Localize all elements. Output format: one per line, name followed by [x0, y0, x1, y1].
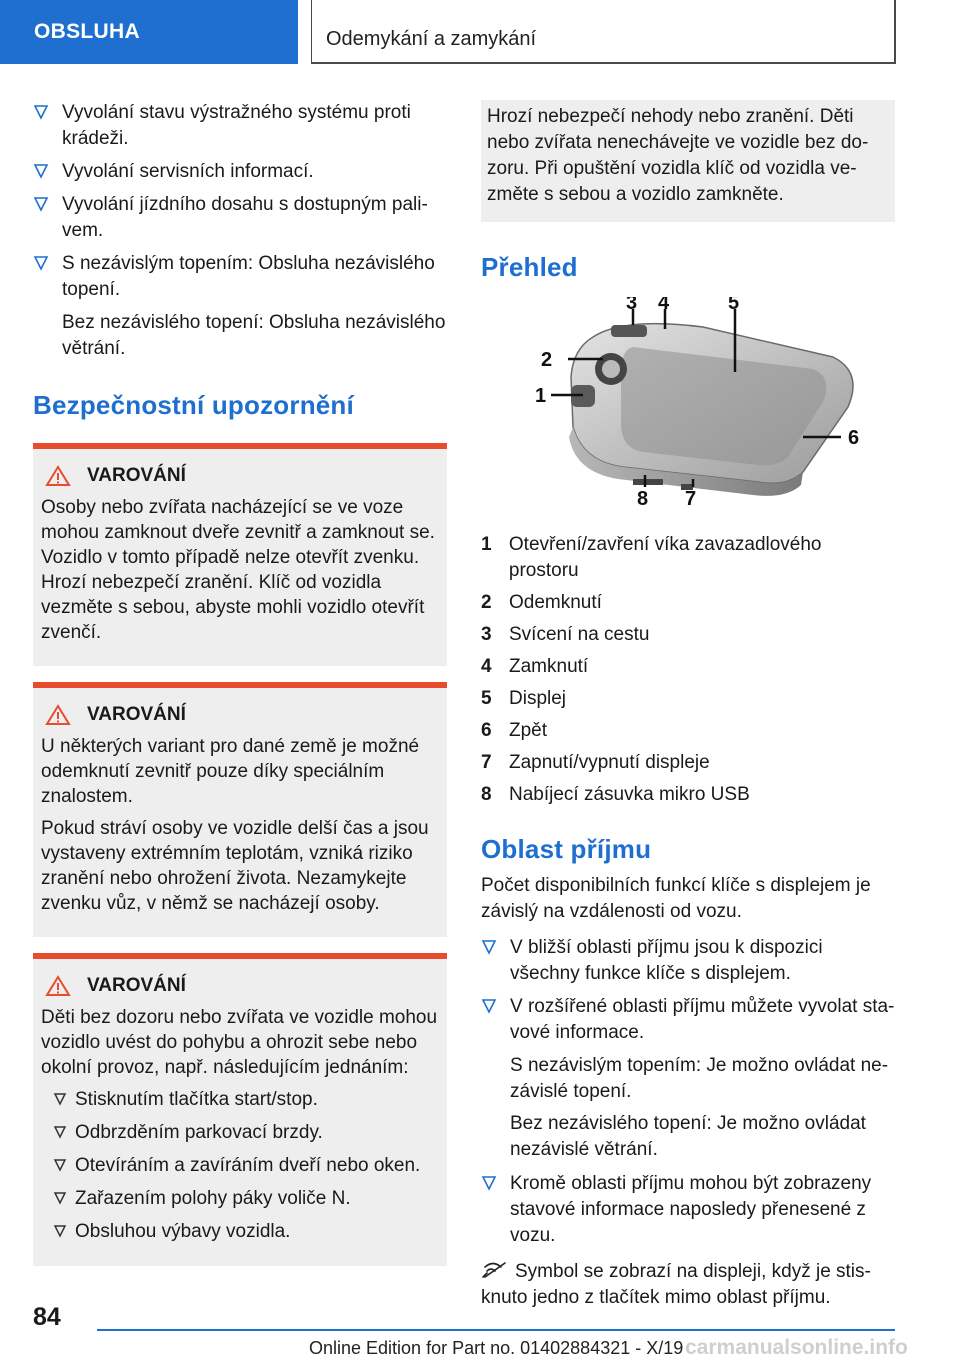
- legend-row: 7 Zapnutí/vypnutí displeje: [481, 752, 710, 773]
- legend-row: 5 Displej: [481, 688, 567, 709]
- triangle-bullet-icon: [53, 1090, 67, 1115]
- callout-8: 8: [637, 488, 649, 510]
- triangle-bullet-icon: [53, 1156, 67, 1181]
- display-key-image: [503, 297, 893, 522]
- warning-text: Pokud stráví osoby ve vozidle delší čas a jsou vystaveny extrémním teplotám, vzniká riziko zranění nebo ohrožení života. Nezamykejte zvenku vůz, v němž se nacházejí osoby.: [41, 818, 429, 914]
- warning-heading: VAROVÁNÍ: [41, 704, 439, 726]
- callout-2: 2: [541, 349, 553, 371]
- warning-text: Děti bez dozoru nebo zvířata ve vozidle mohou vozidlo uvést do pohybu a ohrozit sebe nebo okolní provoz, např. následujícím jednáním:: [41, 1007, 438, 1078]
- warning-list-item: Obsluhou výbavy vozidla.: [41, 1219, 439, 1244]
- chapter-title: Odemykání a zamykání: [326, 28, 537, 50]
- legend-row: 4 Zamknutí: [481, 656, 589, 677]
- out-of-range-symbol-icon: [481, 1261, 511, 1279]
- warning-box: [33, 953, 447, 1266]
- legend-row: 6 Zpět: [481, 720, 548, 741]
- warning-list-item: Zařazením polohy páky voliče N.: [41, 1186, 439, 1211]
- triangle-bullet-icon: [33, 102, 51, 124]
- symbol-note: Symbol se zobrazí na displeji, když je stisknuto jedno z tlačítek mimo oblast příjmu.: [481, 1261, 871, 1308]
- section-tab: OBSLUHA: [0, 0, 298, 64]
- callout-4: 4: [658, 297, 670, 314]
- warning-triangle-icon: [45, 465, 71, 487]
- legend-row: 2 Odemknutí: [481, 592, 602, 613]
- warning-list-item: Stisknutím tlačítka start/stop.: [41, 1087, 439, 1112]
- right-column: [481, 100, 895, 1317]
- triangle-bullet-icon: [53, 1222, 67, 1247]
- list-sub-paragraph: Bez nezávislého topení: Je možno ovládat nezávislé větrání.: [510, 1113, 866, 1160]
- list-item: S nezávislým topením: Obsluha nezávislého topení.: [33, 251, 447, 303]
- left-column: [33, 100, 447, 1282]
- warning-continuation-box: Hrozí nebezpečí nehody nebo zranění. Děti nebo zvířata nenechávejte ve vozidle bez dozoru. Při opuštění vozidla klíč od vozidla vezměte s sebou a vozidlo zamkněte.: [481, 100, 895, 222]
- range-intro: Počet disponibilních funkcí klíče s displejem je závislý na vzdálenosti od vozu.: [481, 875, 871, 922]
- legend-row: 3 Svícení na cestu: [481, 624, 650, 645]
- callout-6: 6: [848, 427, 860, 449]
- callout-1: 1: [535, 385, 547, 407]
- section-title-safety: Bezpečnostní upozornění: [33, 390, 354, 420]
- footer-divider: [97, 1329, 895, 1331]
- callout-7: 7: [685, 488, 697, 510]
- triangle-bullet-icon: [481, 996, 499, 1018]
- callout-3: 3: [626, 297, 638, 314]
- list-item: Vyvolání servisních informací.: [33, 159, 447, 185]
- list-item: V rozšířené oblasti příjmu můžete vyvolat stavové informace.: [481, 994, 895, 1046]
- warning-list-item: Odbrzděním parkovací brzdy.: [41, 1120, 439, 1145]
- triangle-bullet-icon: [481, 1173, 499, 1195]
- list-sub-paragraph: S nezávislým topením: Je možno ovládat nezávislé topení.: [510, 1055, 889, 1102]
- section-title-range: Oblast příjmu: [481, 834, 652, 864]
- edition-label: Online Edition for Part no. 01402884321 - X/19: [309, 1338, 684, 1358]
- page-number: 84: [33, 1303, 61, 1331]
- legend-row: 1 Otevření/zavření víka zavazadlového prostoru: [481, 534, 822, 581]
- section-title-overview: Přehled: [481, 252, 578, 282]
- warning-triangle-icon: [45, 704, 71, 726]
- warning-heading: VAROVÁNÍ: [41, 465, 439, 487]
- list-item: V bližší oblasti příjmu jsou k dispozici všechny funkce klíče s displejem.: [481, 935, 895, 987]
- triangle-bullet-icon: [33, 194, 51, 216]
- warning-heading: VAROVÁNÍ: [41, 975, 439, 997]
- legend-row: 8 Nabíjecí zásuvka mikro USB: [481, 784, 750, 805]
- triangle-bullet-icon: [481, 937, 499, 959]
- list-item: Vyvolání jízdního dosahu s dostupným palivem.: [33, 192, 447, 244]
- triangle-bullet-icon: [33, 253, 51, 275]
- warning-list-item: Otevíráním a zavíráním dveří nebo oken.: [41, 1153, 439, 1178]
- warning-text: U některých variant pro dané země je možné odemknutí zevnitř pouze díky speciálním znalostem.: [41, 736, 420, 807]
- list-item: Kromě oblasti příjmu mohou být zobrazeny stavové informace naposledy přenesené z vozu.: [481, 1171, 895, 1249]
- list-item: Vyvolání stavu výstražného systému proti krádeži.: [33, 100, 447, 152]
- legend-list: [481, 532, 895, 808]
- triangle-bullet-icon: [53, 1189, 67, 1214]
- triangle-bullet-icon: [53, 1123, 67, 1148]
- list-sub-paragraph: Bez nezávislého topení: Obsluha nezávislého větrání.: [62, 312, 446, 359]
- warning-triangle-icon: [45, 975, 71, 997]
- triangle-bullet-icon: [33, 161, 51, 183]
- warning-text: Osoby nebo zvířata nacházející se ve voze mohou zamknout dveře zevnitř a zamknout se. Vozidlo v tomto případě nelze otevřít zvenku. Hrozí nebezpečí zranění. Klíč od vozidla vezměte s sebou, abyste mohli vozidlo otevřít zvenčí.: [41, 497, 435, 643]
- callout-5: 5: [728, 297, 740, 314]
- chapter-header: [311, 0, 896, 64]
- watermark: carmanualsonline.info: [685, 1336, 908, 1359]
- key-illustration: [503, 297, 893, 522]
- warning-box: [33, 682, 447, 937]
- warning-box: [33, 443, 447, 666]
